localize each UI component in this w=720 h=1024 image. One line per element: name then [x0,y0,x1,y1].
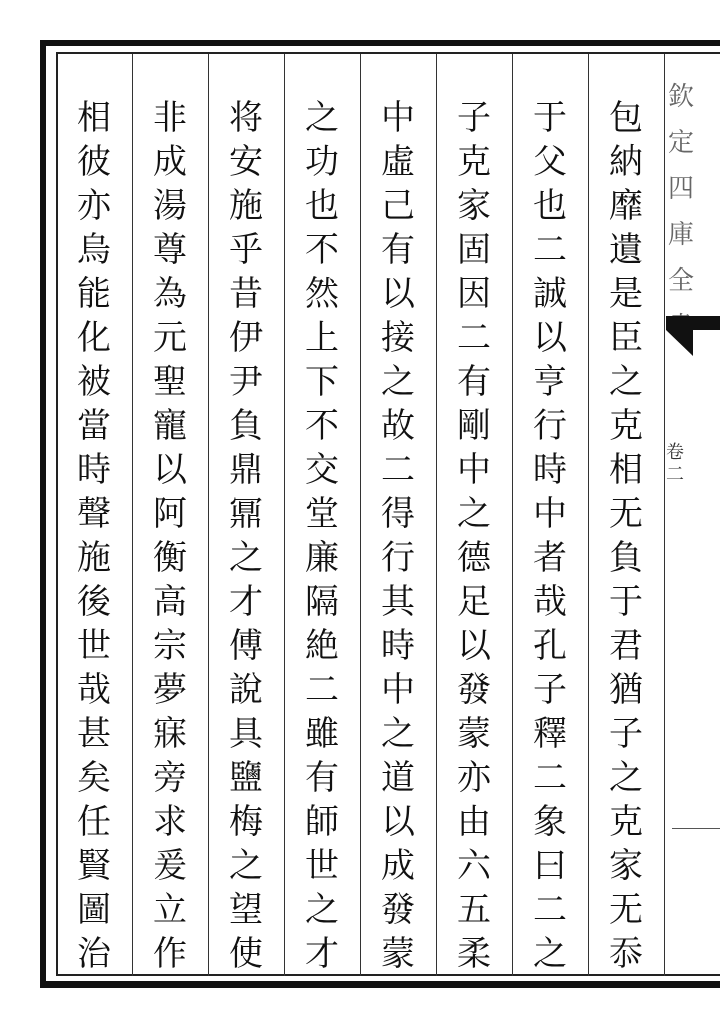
character: 負 [609,538,643,578]
character: 寐 [153,714,187,754]
character: 釋 [533,714,567,754]
column-rule [284,54,285,976]
character: 彼 [77,142,111,182]
character: 宗 [153,626,187,666]
character: 時 [381,626,415,666]
text-column-4 [373,96,423,976]
character: 曰 [533,846,567,886]
character: 後 [77,582,111,622]
fishtail-ornament [666,316,720,330]
character: 化 [77,318,111,358]
character: 納 [609,142,643,182]
character: 于 [533,98,567,138]
character: 傅 [229,626,263,666]
character: 哉 [77,670,111,710]
character: 高 [153,582,187,622]
column-rule [132,54,133,976]
character: 鼎 [229,450,263,490]
character: 克 [609,802,643,842]
character: 說 [229,670,263,710]
character: 昔 [229,274,263,314]
character: 以 [533,318,567,358]
column-rule [512,54,513,976]
character: 二 [533,230,567,270]
character: 具 [229,714,263,754]
margin-strip [664,54,720,976]
character: 是 [609,274,643,314]
character: 非 [153,98,187,138]
character: 望 [229,890,263,930]
character: 克 [457,142,491,182]
character: 相 [77,98,111,138]
character: 鹽 [229,758,263,798]
character: 時 [77,450,111,490]
character: 亨 [533,362,567,402]
character: 誠 [533,274,567,314]
character: 堂 [305,494,339,534]
character: 尹 [229,362,263,402]
character: 象 [533,802,567,842]
character: 尊 [153,230,187,270]
character: 聲 [77,494,111,534]
character: 求 [153,802,187,842]
character: 圖 [77,890,111,930]
column-rule [360,54,361,976]
character: 絶 [305,626,339,666]
character: 故 [381,406,415,446]
character: 亦 [457,758,491,798]
character: 上 [305,318,339,358]
character: 子 [533,670,567,710]
character: 克 [609,406,643,446]
character: 師 [305,802,339,842]
character: 道 [381,758,415,798]
character: 功 [305,142,339,182]
character: 行 [381,538,415,578]
character: 也 [305,186,339,226]
column-rule [436,54,437,976]
character: 将 [229,98,263,138]
character: 阿 [153,494,187,534]
character: 能 [77,274,111,314]
character: 二 [533,890,567,930]
character: 之 [229,846,263,886]
character: 當 [77,406,111,446]
character: 有 [457,362,491,402]
character: 剛 [457,406,491,446]
margin-tick [672,828,720,829]
character: 柔 [457,934,491,974]
character: 忝 [609,934,643,974]
character: 世 [305,846,339,886]
character: 才 [229,582,263,622]
character: 之 [229,538,263,578]
character: 之 [457,494,491,534]
text-column-3 [449,96,499,976]
character: 旁 [153,758,187,798]
character: 中 [381,670,415,710]
character: 發 [381,890,415,930]
character: 行 [533,406,567,446]
character: 元 [153,318,187,358]
book-title-vertical [668,74,694,350]
character: 二 [457,318,491,358]
character: 世 [77,626,111,666]
character: 以 [381,802,415,842]
text-column-1 [601,96,651,976]
character: 乎 [229,230,263,270]
character: 得 [381,494,415,534]
column-rule [208,54,209,976]
character: 靡 [609,186,643,226]
character: 六 [457,846,491,886]
fishtail-tip [666,330,693,356]
character: 烏 [77,230,111,270]
character: 中 [381,98,415,138]
character: 接 [381,318,415,358]
character: 成 [381,846,415,886]
character: 无 [609,890,643,930]
character: 父 [533,142,567,182]
character: 由 [457,802,491,842]
character: 孔 [533,626,567,666]
character: 衡 [153,538,187,578]
character: 以 [381,274,415,314]
character: 任 [77,802,111,842]
character: 二 [381,450,415,490]
character: 施 [229,186,263,226]
character: 夢 [153,670,187,710]
character: 哉 [533,582,567,622]
character: 五 [457,890,491,930]
character: 成 [153,142,187,182]
column-rule [588,54,589,976]
character: 也 [533,186,567,226]
character: 二 [305,670,339,710]
character: 臣 [609,318,643,358]
character: 被 [77,362,111,402]
character: 遺 [609,230,643,270]
title-character: 庫 [668,220,695,250]
character: 固 [457,230,491,270]
character: 為 [153,274,187,314]
character: 家 [609,846,643,886]
character: 包 [609,98,643,138]
character: 其 [381,582,415,622]
character: 之 [381,362,415,402]
character: 之 [305,890,339,930]
text-column-7 [145,96,195,976]
character: 發 [457,670,491,710]
character: 雖 [305,714,339,754]
character: 相 [609,450,643,490]
character: 己 [381,186,415,226]
character: 施 [77,538,111,578]
text-column-2 [525,96,575,976]
character: 之 [533,934,567,974]
text-column-8 [69,96,119,976]
character: 然 [305,274,339,314]
character: 君 [609,626,643,666]
character: 以 [153,450,187,490]
character: 伊 [229,318,263,358]
character: 爰 [153,846,187,886]
character: 使 [229,934,263,974]
title-character: 欽 [668,82,695,112]
character: 者 [533,538,567,578]
character: 于 [609,582,643,622]
title-character: 全 [668,266,695,296]
character: 足 [457,582,491,622]
character: 隔 [305,582,339,622]
character: 立 [153,890,187,930]
character: 廉 [305,538,339,578]
character: 湯 [153,186,187,226]
character: 无 [609,494,643,534]
juan-label: 卷二 [666,442,684,485]
character: 賢 [77,846,111,886]
character: 之 [381,714,415,754]
character: 猶 [609,670,643,710]
character: 時 [533,450,567,490]
character: 作 [153,934,187,974]
character: 亦 [77,186,111,226]
character: 中 [533,494,567,534]
character: 鼏 [229,494,263,534]
title-character: 四 [668,174,695,204]
character: 家 [457,186,491,226]
character: 之 [609,362,643,402]
character: 梅 [229,802,263,842]
character: 才 [305,934,339,974]
character: 有 [305,758,339,798]
character: 安 [229,142,263,182]
title-character: 定 [668,128,695,158]
character: 子 [457,98,491,138]
text-column-6 [221,96,271,976]
character: 不 [305,406,339,446]
character: 因 [457,274,491,314]
character: 下 [305,362,339,402]
character: 有 [381,230,415,270]
character: 蒙 [381,934,415,974]
text-column-5 [297,96,347,976]
character: 之 [305,98,339,138]
character: 德 [457,538,491,578]
character: 交 [305,450,339,490]
character: 負 [229,406,263,446]
character: 寵 [153,406,187,446]
character: 二 [533,758,567,798]
character: 甚 [77,714,111,754]
character: 子 [609,714,643,754]
character: 蒙 [457,714,491,754]
character: 不 [305,230,339,270]
character: 矣 [77,758,111,798]
character: 聖 [153,362,187,402]
character: 治 [77,934,111,974]
character: 之 [609,758,643,798]
character: 虛 [381,142,415,182]
character: 中 [457,450,491,490]
character: 以 [457,626,491,666]
